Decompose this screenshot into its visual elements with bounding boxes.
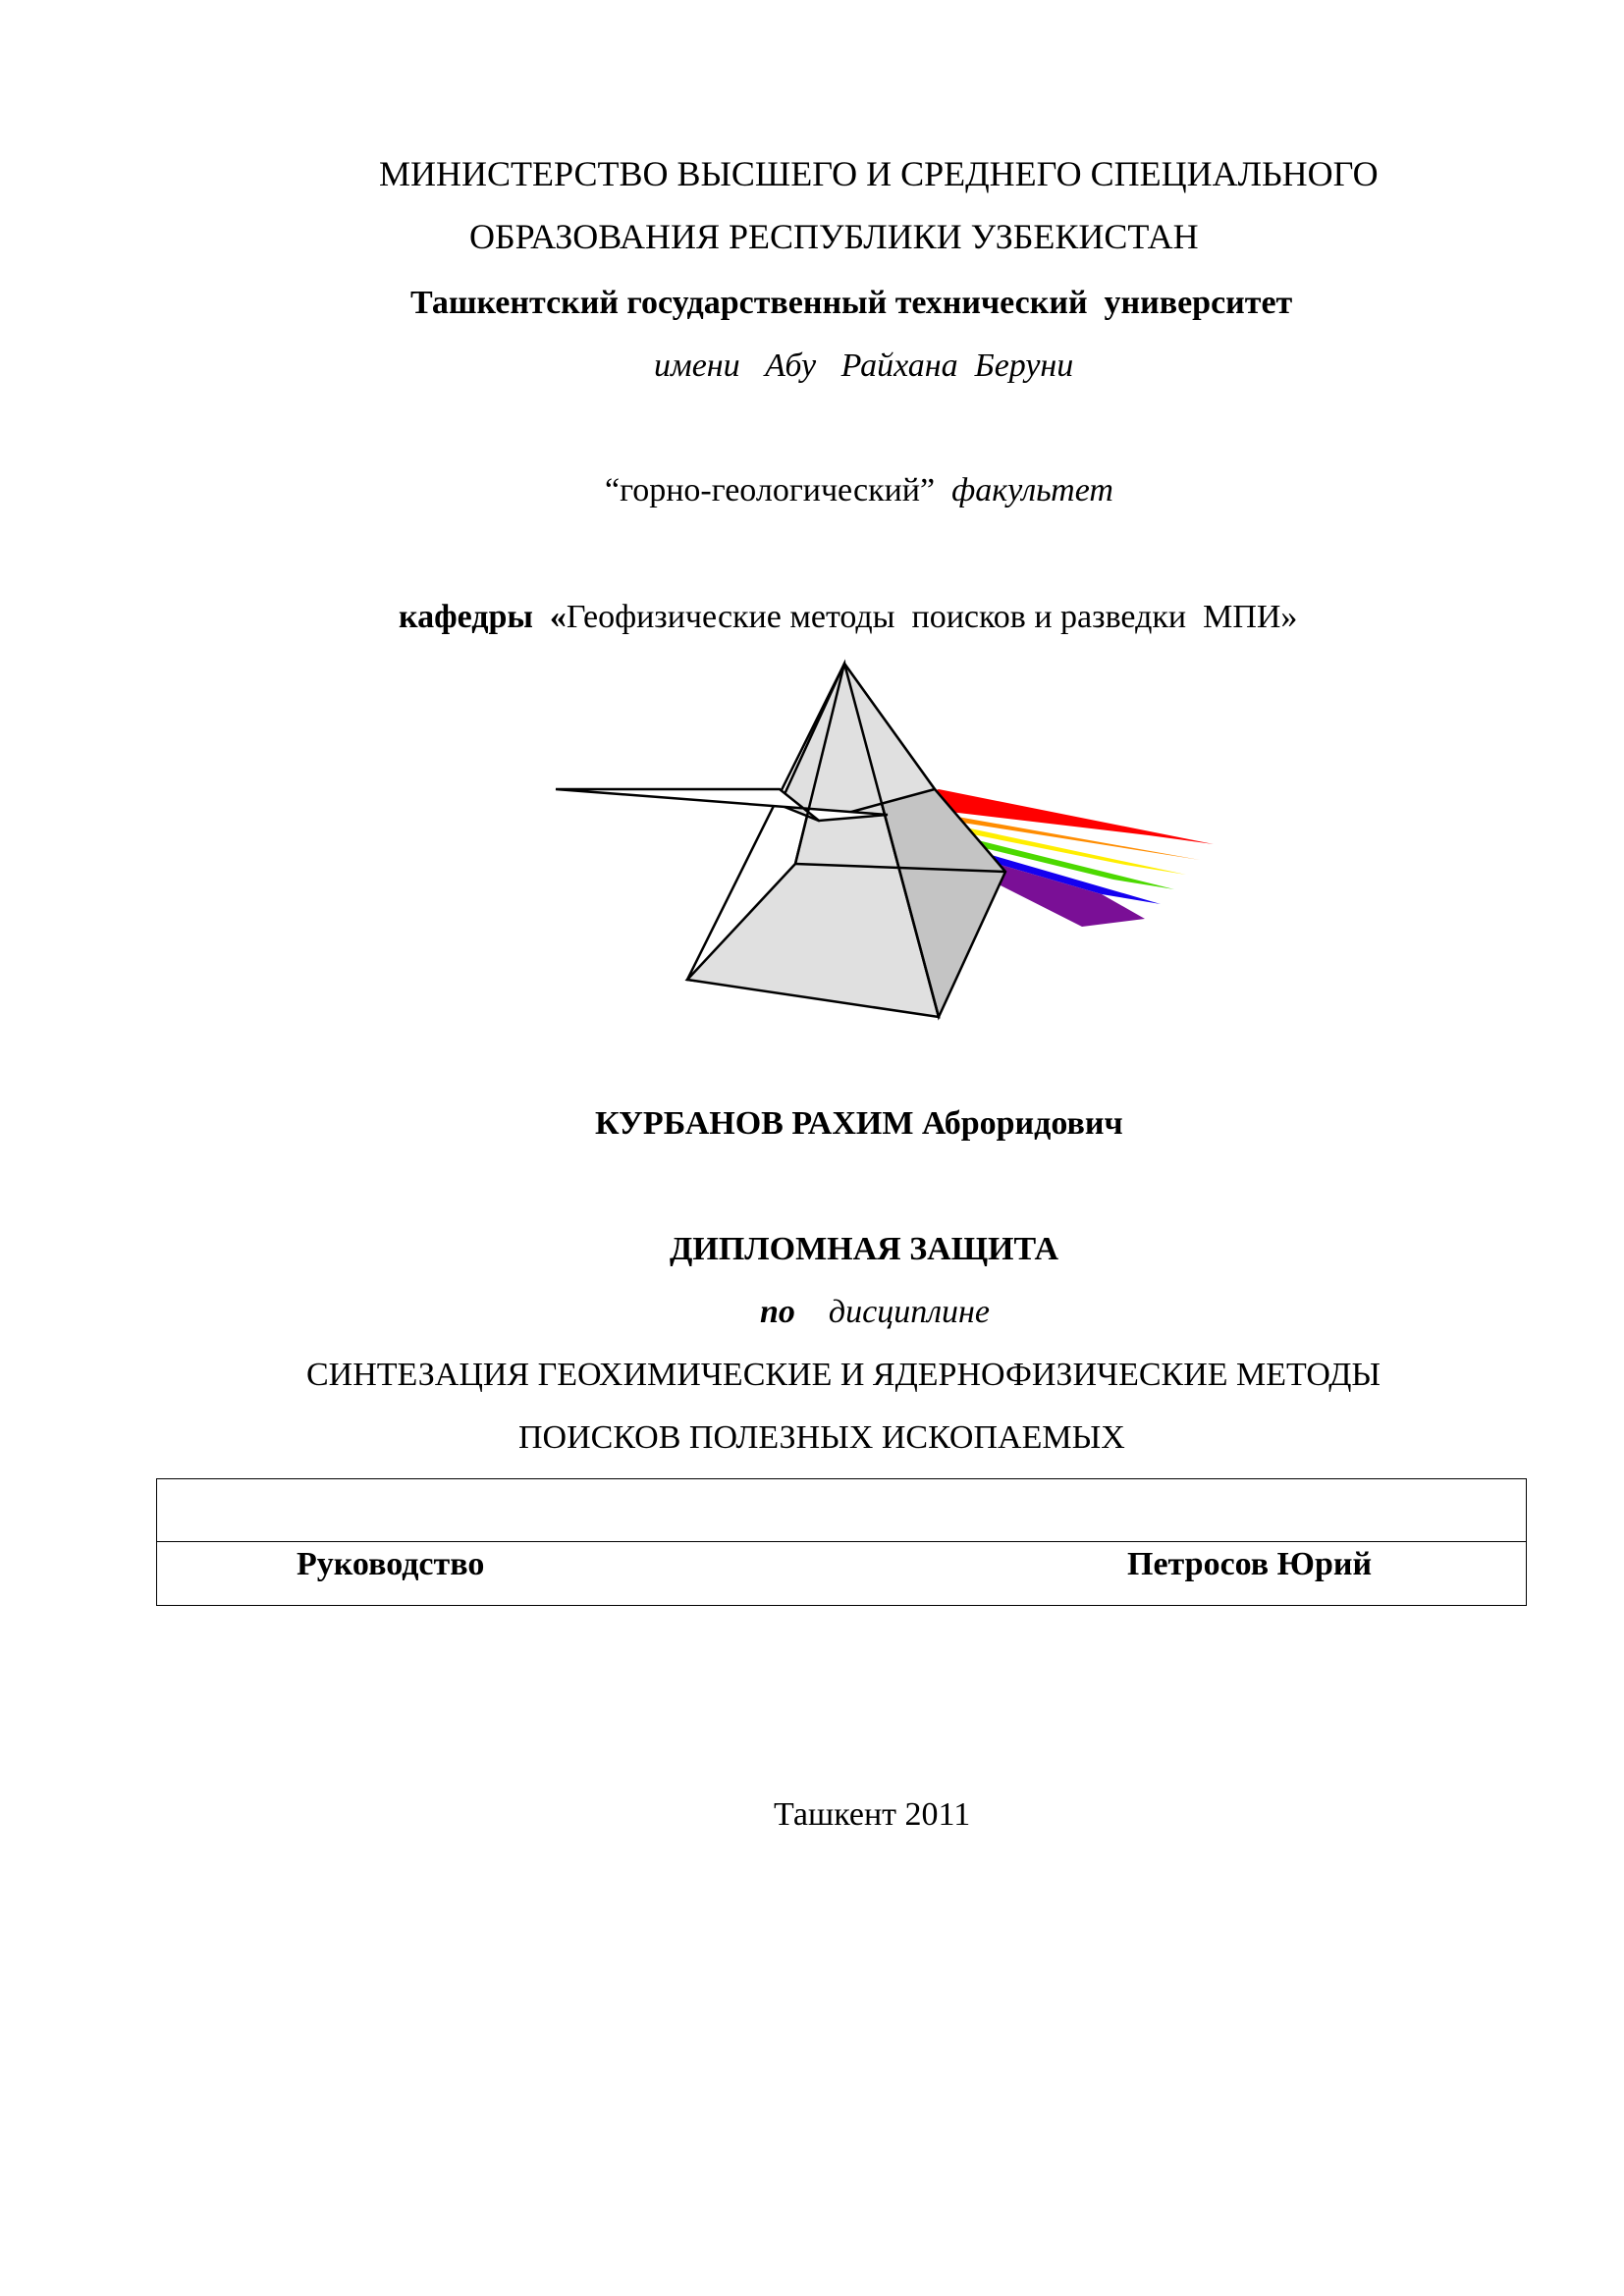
faculty-label: факультет [951,472,1113,508]
university-named-after: имени Абу Райхана Беруни [654,347,1074,384]
department-quote-open: « [549,599,567,635]
discipline-label: дисциплине [828,1294,990,1330]
author-name: КУРБАНОВ РАХИМ Аброридович [595,1105,1123,1142]
university-name: Ташкентский государственный технический университет [410,285,1293,321]
table-divider [157,1541,1526,1542]
prism-dispersion-icon [546,656,1214,1023]
supervisor-name: Петросов Юрий [1127,1546,1373,1582]
ministry-line-2: ОБРАЗОВАНИЯ РЕСПУБЛИКИ УЗБЕКИСТАН [469,217,1199,256]
faculty-line [605,472,1113,508]
department-name: Геофизические методы поисков и разведки МПИ» [566,599,1298,635]
city-year: Ташкент 2011 [774,1796,971,1833]
ministry-line-1: МИНИСТЕРСТВО ВЫСШЕГО И СРЕДНЕГО СПЕЦИАЛЬНОГО [379,154,1379,193]
faculty-name: “горно-геологический” [605,472,936,508]
supervision-label: Руководство [297,1546,485,1582]
supervision-table [156,1478,1527,1606]
department-line [399,599,1297,635]
topic-line-2: ПОИСКОВ ПОЛЕЗНЫХ ИСКОПАЕМЫХ [518,1419,1125,1456]
topic-line-1: СИНТЕЗАЦИЯ ГЕОХИМИЧЕСКИЕ И ЯДЕРНОФИЗИЧЕСКИЕ МЕТОДЫ [306,1357,1381,1393]
department-label: кафедры [399,599,533,635]
discipline-line [760,1294,990,1330]
discipline-by: по [760,1294,795,1330]
work-type: ДИПЛОМНАЯ ЗАЩИТА [670,1231,1059,1267]
